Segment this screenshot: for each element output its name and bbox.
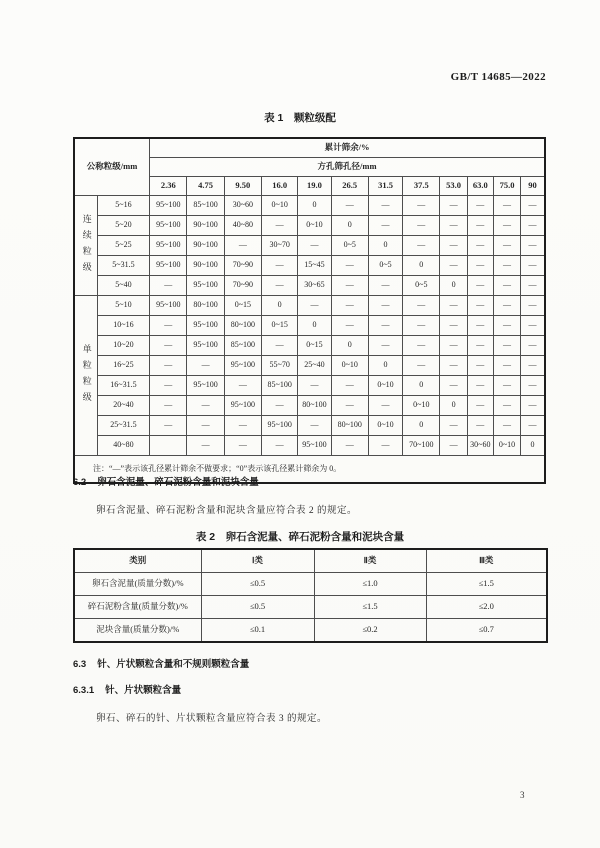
sieve-residue-value: — xyxy=(403,196,440,216)
sieve-residue-value: — xyxy=(150,396,187,416)
section-6-2-paragraph: 卵石含泥量、碎石泥粉含量和泥块含量应符合表 2 的规定。 xyxy=(96,506,358,516)
sieve-residue-value: 0 xyxy=(262,296,298,316)
sieve-residue-value: — xyxy=(331,256,368,276)
sieve-residue-value: 30~60 xyxy=(467,436,493,456)
sieve-residue-value: 80~100 xyxy=(187,296,224,316)
limit-value: ≤1.5 xyxy=(426,573,547,596)
sieve-residue-value: — xyxy=(368,396,402,416)
nominal-grade: 25~31.5 xyxy=(97,416,149,436)
sieve-residue-value: — xyxy=(368,276,402,296)
sieve-residue-value: 70~90 xyxy=(224,256,261,276)
table-row xyxy=(74,336,545,356)
sieve-residue-value: — xyxy=(187,416,224,436)
sieve-residue-value: — xyxy=(493,336,520,356)
table2-column-header: 类别 xyxy=(74,549,201,573)
sieve-residue-value: 25~40 xyxy=(298,356,331,376)
sieve-residue-value: 95~100 xyxy=(150,256,187,276)
sieve-residue-value: — xyxy=(224,436,261,456)
sieve-residue-value: — xyxy=(521,356,545,376)
grade-group-label: 单粒粒级 xyxy=(74,296,97,456)
page-number: 3 xyxy=(520,790,525,800)
sieve-residue-value: 95~100 xyxy=(187,316,224,336)
table-row xyxy=(74,236,545,256)
sieve-residue-value: 80~100 xyxy=(331,416,368,436)
sieve-residue-value: — xyxy=(467,296,493,316)
sieve-residue-value: — xyxy=(262,396,298,416)
nominal-grade: 10~20 xyxy=(97,336,149,356)
limit-value: ≤0.5 xyxy=(201,596,314,619)
sieve-residue-value: 30~65 xyxy=(298,276,331,296)
sieve-residue-value: — xyxy=(187,396,224,416)
sieve-residue-value: — xyxy=(224,236,261,256)
sieve-residue-value: 95~100 xyxy=(150,196,187,216)
sieve-size-header: 75.0 xyxy=(493,177,520,196)
sieve-residue-value: 0~15 xyxy=(298,336,331,356)
sieve-residue-value: — xyxy=(331,196,368,216)
sieve-residue-value: 0 xyxy=(331,216,368,236)
sieve-residue-value: 0 xyxy=(298,316,331,336)
sieve-residue-value: 0 xyxy=(331,336,368,356)
sieve-residue-value: 70~100 xyxy=(403,436,440,456)
sieve-residue-value: 90~100 xyxy=(187,256,224,276)
sieve-residue-value: — xyxy=(403,316,440,336)
sieve-residue-value: — xyxy=(467,416,493,436)
limit-value: ≤0.7 xyxy=(426,619,547,643)
sieve-size-header: 9.50 xyxy=(224,177,261,196)
limit-value: ≤2.0 xyxy=(426,596,547,619)
sieve-residue-value: — xyxy=(493,396,520,416)
sieve-residue-value: 95~100 xyxy=(150,216,187,236)
category-label: 碎石泥粉含量(质量分数)/% xyxy=(74,596,201,619)
sieve-residue-value: 80~100 xyxy=(224,316,261,336)
nominal-grade: 20~40 xyxy=(97,396,149,416)
sieve-residue-value: — xyxy=(467,316,493,336)
sieve-residue-value: 95~100 xyxy=(150,236,187,256)
sieve-residue-value: — xyxy=(298,416,331,436)
sieve-residue-value: — xyxy=(467,256,493,276)
nominal-grade: 10~16 xyxy=(97,316,149,336)
sieve-residue-value: 70~90 xyxy=(224,276,261,296)
sieve-residue-value: 95~100 xyxy=(187,336,224,356)
sieve-residue-value: — xyxy=(521,416,545,436)
sieve-size-header: 4.75 xyxy=(187,177,224,196)
category-label: 卵石含泥量(质量分数)/% xyxy=(74,573,201,596)
sieve-residue-value: — xyxy=(467,216,493,236)
table-row xyxy=(74,596,547,619)
sieve-residue-value xyxy=(150,436,187,456)
sieve-residue-value: — xyxy=(521,296,545,316)
table-row xyxy=(74,573,547,596)
sieve-residue-value: — xyxy=(368,316,402,336)
sieve-residue-value: — xyxy=(298,236,331,256)
sieve-residue-value: — xyxy=(467,196,493,216)
sieve-residue-value: — xyxy=(262,256,298,276)
table2-header-row xyxy=(74,549,547,573)
sieve-residue-value: — xyxy=(224,376,261,396)
sieve-size-header: 63.0 xyxy=(467,177,493,196)
table-row xyxy=(74,396,545,416)
section-6-2-heading xyxy=(73,474,259,488)
sieve-residue-value: — xyxy=(521,336,545,356)
limit-value: ≤0.1 xyxy=(201,619,314,643)
standard-code: GB/T 14685—2022 xyxy=(450,71,546,83)
sieve-residue-value: — xyxy=(440,316,467,336)
sieve-residue-value: 95~100 xyxy=(187,276,224,296)
category-label: 泥块含量(质量分数)/% xyxy=(74,619,201,643)
sieve-residue-value: 0 xyxy=(298,196,331,216)
sieve-residue-value: — xyxy=(493,356,520,376)
table1-header-row xyxy=(74,138,545,158)
sieve-residue-value: 80~100 xyxy=(298,396,331,416)
sieve-residue-value: — xyxy=(521,196,545,216)
table-row xyxy=(74,436,545,456)
sieve-residue-value: 85~100 xyxy=(262,376,298,396)
sieve-size-header: 26.5 xyxy=(331,177,368,196)
sieve-residue-value: — xyxy=(440,196,467,216)
sieve-residue-value: 0 xyxy=(440,276,467,296)
sieve-residue-value: — xyxy=(331,396,368,416)
section-title: 卵石含泥量、碎石泥粉含量和泥块含量 xyxy=(97,477,259,488)
sieve-residue-value: — xyxy=(521,276,545,296)
sieve-residue-value: — xyxy=(150,356,187,376)
sieve-size-header: 37.5 xyxy=(403,177,440,196)
sieve-residue-value: 0~10 xyxy=(298,216,331,236)
limit-value: ≤0.2 xyxy=(314,619,426,643)
sieve-size-header: 19.0 xyxy=(298,177,331,196)
sieve-residue-value: — xyxy=(368,296,402,316)
sieve-residue-value: — xyxy=(440,216,467,236)
section-6-3-1-paragraph: 卵石、碎石的针、片状颗粒含量应符合表 3 的规定。 xyxy=(96,714,328,724)
sieve-residue-value: — xyxy=(331,276,368,296)
sieve-residue-value: — xyxy=(403,236,440,256)
sieve-residue-value: — xyxy=(224,416,261,436)
sieve-residue-value: 0~10 xyxy=(331,356,368,376)
nominal-grade-header: 公称粒级/mm xyxy=(74,138,150,196)
sieve-residue-value: 0~10 xyxy=(262,196,298,216)
sieve-residue-value: — xyxy=(493,316,520,336)
sieve-residue-value: — xyxy=(521,256,545,276)
table-row xyxy=(74,216,545,236)
sieve-residue-value: — xyxy=(440,296,467,316)
sieve-size-header: 53.0 xyxy=(440,177,467,196)
table-row xyxy=(74,296,545,316)
table1-title: 表 1 颗粒级配 xyxy=(264,112,336,124)
sieve-residue-value: 30~60 xyxy=(224,196,261,216)
sieve-residue-value: 95~100 xyxy=(224,396,261,416)
sieve-residue-value: 0~5 xyxy=(403,276,440,296)
sieve-residue-value: 40~80 xyxy=(224,216,261,236)
sieve-residue-value: 0~10 xyxy=(368,416,402,436)
sieve-residue-value: — xyxy=(331,376,368,396)
sieve-residue-value: 90~100 xyxy=(187,216,224,236)
sieve-residue-value: — xyxy=(331,436,368,456)
sieve-residue-value: 95~100 xyxy=(298,436,331,456)
grade-group-label: 连续粒级 xyxy=(74,196,97,296)
sieve-residue-value: — xyxy=(521,216,545,236)
sieve-residue-value: 0~5 xyxy=(368,256,402,276)
sieve-size-header: 16.0 xyxy=(262,177,298,196)
table2-column-header: Ⅱ类 xyxy=(314,549,426,573)
sieve-residue-value: — xyxy=(368,216,402,236)
sieve-residue-value: — xyxy=(440,256,467,276)
section-number: 6.3.1 xyxy=(73,685,95,696)
sieve-residue-value: 0 xyxy=(368,356,402,376)
sieve-residue-value: — xyxy=(467,396,493,416)
sieve-residue-value: — xyxy=(262,216,298,236)
nominal-grade: 5~16 xyxy=(97,196,149,216)
sieve-residue-value: — xyxy=(467,356,493,376)
sieve-residue-value: 0 xyxy=(521,436,545,456)
sieve-residue-value: — xyxy=(440,376,467,396)
section-number: 6.3 xyxy=(73,659,87,670)
table-row xyxy=(74,256,545,276)
sieve-residue-value: 85~100 xyxy=(224,336,261,356)
sieve-residue-value: — xyxy=(262,436,298,456)
sieve-residue-value: — xyxy=(187,436,224,456)
table2-column-header: Ⅲ类 xyxy=(426,549,547,573)
nominal-grade: 16~25 xyxy=(97,356,149,376)
gradation-table xyxy=(73,137,546,484)
sieve-residue-value: — xyxy=(440,336,467,356)
sieve-residue-value: — xyxy=(150,316,187,336)
sieve-residue-value: 95~100 xyxy=(150,296,187,316)
sieve-residue-value: 0~15 xyxy=(262,316,298,336)
sieve-residue-value: — xyxy=(493,296,520,316)
sieve-residue-value: — xyxy=(467,376,493,396)
section-title: 针、片状颗粒含量 xyxy=(105,685,182,696)
sieve-residue-value: — xyxy=(440,356,467,376)
table-row xyxy=(74,356,545,376)
sieve-residue-value: — xyxy=(493,216,520,236)
section-number: 6.2 xyxy=(73,477,87,488)
table-row xyxy=(74,416,545,436)
sieve-size-header: 90 xyxy=(521,177,545,196)
sieve-residue-value: 0~10 xyxy=(368,376,402,396)
sieve-residue-value: — xyxy=(467,236,493,256)
sieve-residue-value: 0 xyxy=(368,236,402,256)
sieve-size-header: 31.5 xyxy=(368,177,402,196)
sieve-residue-value: 0 xyxy=(403,256,440,276)
sieve-residue-value: 95~100 xyxy=(262,416,298,436)
sieve-residue-value: 90~100 xyxy=(187,236,224,256)
sieve-residue-value: — xyxy=(521,396,545,416)
nominal-grade: 5~25 xyxy=(97,236,149,256)
sieve-residue-value: — xyxy=(150,336,187,356)
sieve-residue-value: — xyxy=(493,256,520,276)
table-row xyxy=(74,376,545,396)
table-row xyxy=(74,316,545,336)
table-row xyxy=(74,619,547,643)
sieve-residue-value: 15~45 xyxy=(298,256,331,276)
limit-value: ≤0.5 xyxy=(201,573,314,596)
sieve-residue-value: — xyxy=(493,276,520,296)
sieve-residue-value: — xyxy=(493,376,520,396)
limit-value: ≤1.5 xyxy=(314,596,426,619)
section-title: 针、片状颗粒含量和不规则颗粒含量 xyxy=(97,659,250,670)
sieve-residue-value: 95~100 xyxy=(187,376,224,396)
sieve-residue-value: — xyxy=(521,236,545,256)
sieve-residue-value: — xyxy=(440,416,467,436)
sieve-residue-value: — xyxy=(262,336,298,356)
sieve-residue-value: 0~10 xyxy=(403,396,440,416)
sieve-residue-value: — xyxy=(467,336,493,356)
sieve-aperture-header: 方孔筛孔径/mm xyxy=(150,158,545,177)
limit-value: ≤1.0 xyxy=(314,573,426,596)
sieve-residue-value: — xyxy=(262,276,298,296)
sieve-residue-value: 85~100 xyxy=(187,196,224,216)
sieve-residue-value: — xyxy=(403,216,440,236)
nominal-grade: 5~31.5 xyxy=(97,256,149,276)
nominal-grade: 5~10 xyxy=(97,296,149,316)
nominal-grade: 16~31.5 xyxy=(97,376,149,396)
nominal-grade: 5~20 xyxy=(97,216,149,236)
sieve-residue-value: — xyxy=(493,196,520,216)
table-row xyxy=(74,276,545,296)
sieve-residue-value: — xyxy=(150,376,187,396)
sieve-residue-value: — xyxy=(440,236,467,256)
sieve-residue-value: 30~70 xyxy=(262,236,298,256)
sieve-residue-value: — xyxy=(187,356,224,376)
sieve-residue-value: 0~10 xyxy=(493,436,520,456)
sieve-residue-value: 95~100 xyxy=(224,356,261,376)
sieve-residue-value: 0 xyxy=(440,396,467,416)
sieve-residue-value: 0~5 xyxy=(331,236,368,256)
sieve-residue-value: — xyxy=(298,296,331,316)
sieve-residue-value: — xyxy=(331,296,368,316)
sieve-residue-value: — xyxy=(150,416,187,436)
nominal-grade: 40~80 xyxy=(97,436,149,456)
sieve-residue-value: — xyxy=(521,316,545,336)
sieve-residue-value: — xyxy=(298,376,331,396)
mud-content-table xyxy=(73,548,548,643)
sieve-residue-value: — xyxy=(467,276,493,296)
sieve-residue-value: — xyxy=(368,336,402,356)
sieve-residue-value: — xyxy=(493,236,520,256)
sieve-residue-value: — xyxy=(521,376,545,396)
sieve-residue-value: 55~70 xyxy=(262,356,298,376)
sieve-size-header: 2.36 xyxy=(150,177,187,196)
sieve-residue-value: — xyxy=(331,316,368,336)
sieve-residue-value: 0 xyxy=(403,376,440,396)
sieve-residue-value: — xyxy=(403,336,440,356)
sieve-residue-value: 0~15 xyxy=(224,296,261,316)
sieve-residue-value: — xyxy=(150,276,187,296)
section-6-3-1-heading xyxy=(73,682,181,696)
table1-note: 注：“—”表示该孔径累计筛余不做要求；“0”表示该孔径累计筛余为 0。 xyxy=(74,456,545,484)
sieve-residue-value: — xyxy=(403,356,440,376)
sieve-residue-value: — xyxy=(403,296,440,316)
table2-column-header: Ⅰ类 xyxy=(201,549,314,573)
sieve-residue-value: — xyxy=(368,436,402,456)
table2-title: 表 2 卵石含泥量、碎石泥粉含量和泥块含量 xyxy=(195,531,405,543)
cumulative-residue-header: 累计筛余/% xyxy=(150,138,545,158)
sieve-residue-value: — xyxy=(368,196,402,216)
nominal-grade: 5~40 xyxy=(97,276,149,296)
section-6-3-heading xyxy=(73,656,249,670)
sieve-residue-value: — xyxy=(440,436,467,456)
sieve-residue-value: 0 xyxy=(403,416,440,436)
sieve-residue-value: — xyxy=(493,416,520,436)
table-row xyxy=(74,196,545,216)
